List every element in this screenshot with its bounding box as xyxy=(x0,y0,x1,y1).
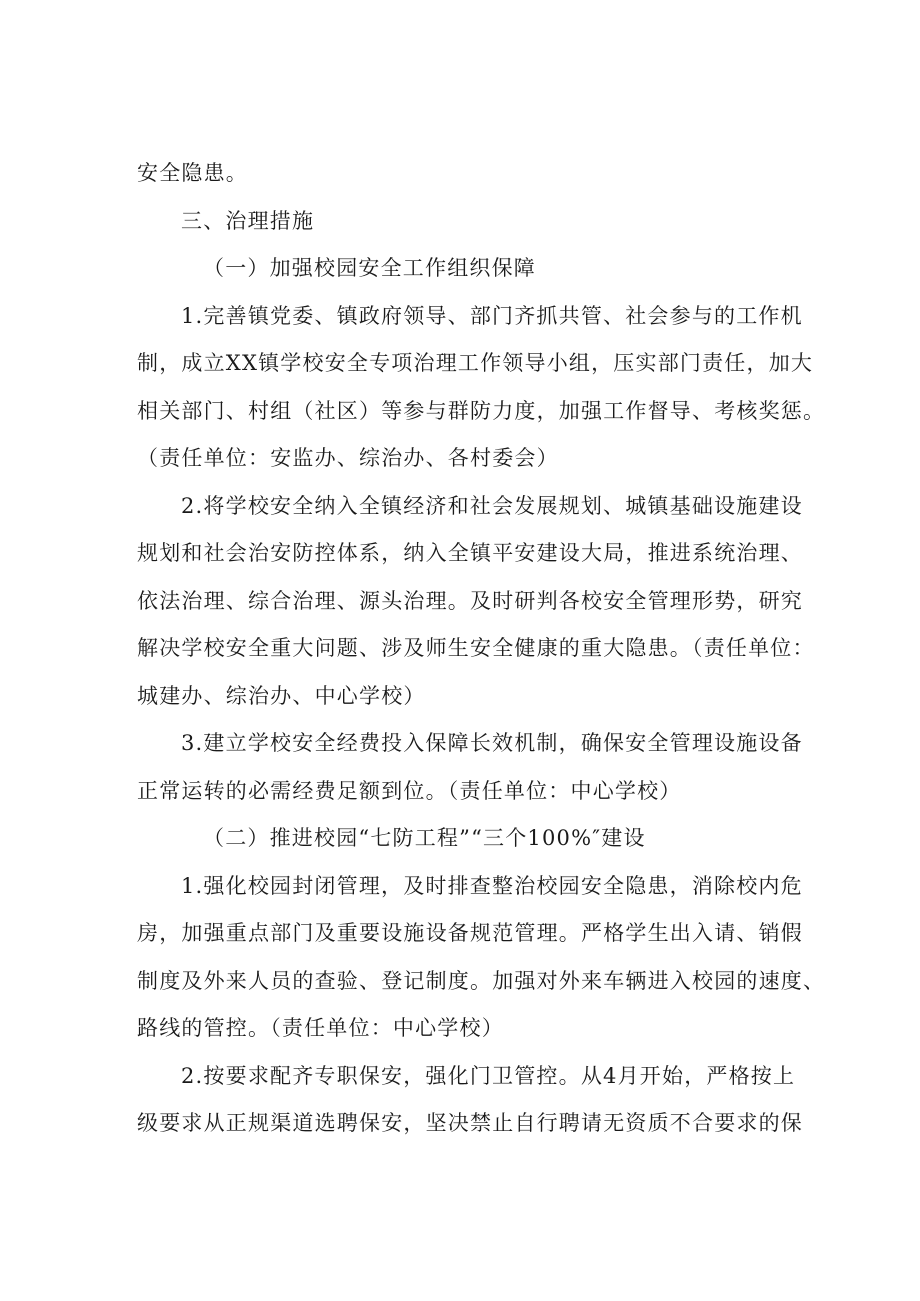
text-line: 房，加强重点部门及重要设施设备规范管理。严格学生出入请、销假 xyxy=(137,921,803,945)
text-line: （一）加强校园安全工作组织保障 xyxy=(203,256,536,280)
text-line: 3.建立学校安全经费投入保障长效机制，确保安全管理设施设备 xyxy=(181,731,803,755)
text-line: 制，成立XX镇学校安全专项治理工作领导小组，压实部门责任，加大 xyxy=(137,351,814,375)
text-line: 城建办、综治办、中心学校） xyxy=(137,683,426,708)
text-line: 2.按要求配齐专职保安，强化门卫管控。从4月开始，严格按上 xyxy=(181,1063,796,1088)
text-line: （二）推进校园“七防工程”“三个100%″建设 xyxy=(203,826,646,850)
text-line: 2.将学校安全纳入全镇经济和社会发展规划、城镇基础设施建设 xyxy=(181,493,803,518)
text-line: 1.完善镇党委、镇政府领导、部门齐抓共管、社会参与的工作机 xyxy=(181,303,803,328)
text-line: 制度及外来人员的查验、登记制度。加强对外来车辆进入校园的速度、 xyxy=(137,968,826,993)
text-line: 规划和社会治安防控体系，纳入全镇平安建设大局，推进系统治理、 xyxy=(137,541,803,565)
text-line: 相关部门、村组（社区）等参与群防力度，加强工作督导、考核奖惩。 xyxy=(137,398,826,423)
text-line: 正常运转的必需经费足额到位。（责任单位：中心学校） xyxy=(137,778,682,803)
text-line: 安全隐患。 xyxy=(137,161,248,185)
text-line: 依法治理、综合治理、源头治理。及时研判各校安全管理形势，研究 xyxy=(137,588,803,613)
text-line: 级要求从正规渠道选聘保安，坚决禁止自行聘请无资质不合要求的保 xyxy=(137,1111,803,1135)
text-line: 路线的管控。（责任单位：中心学校） xyxy=(137,1016,504,1040)
text-line: 三、治理措施 xyxy=(181,208,315,233)
text-line: （责任单位：安监办、综治办、各村委会） xyxy=(137,446,559,470)
text-line: 解决学校安全重大问题、涉及师生安全健康的重大隐患。（责任单位： xyxy=(137,636,815,660)
document-body xyxy=(137,150,826,1148)
text-line: 1.强化校园封闭管理，及时排查整治校园安全隐患，消除校内危 xyxy=(181,873,803,898)
